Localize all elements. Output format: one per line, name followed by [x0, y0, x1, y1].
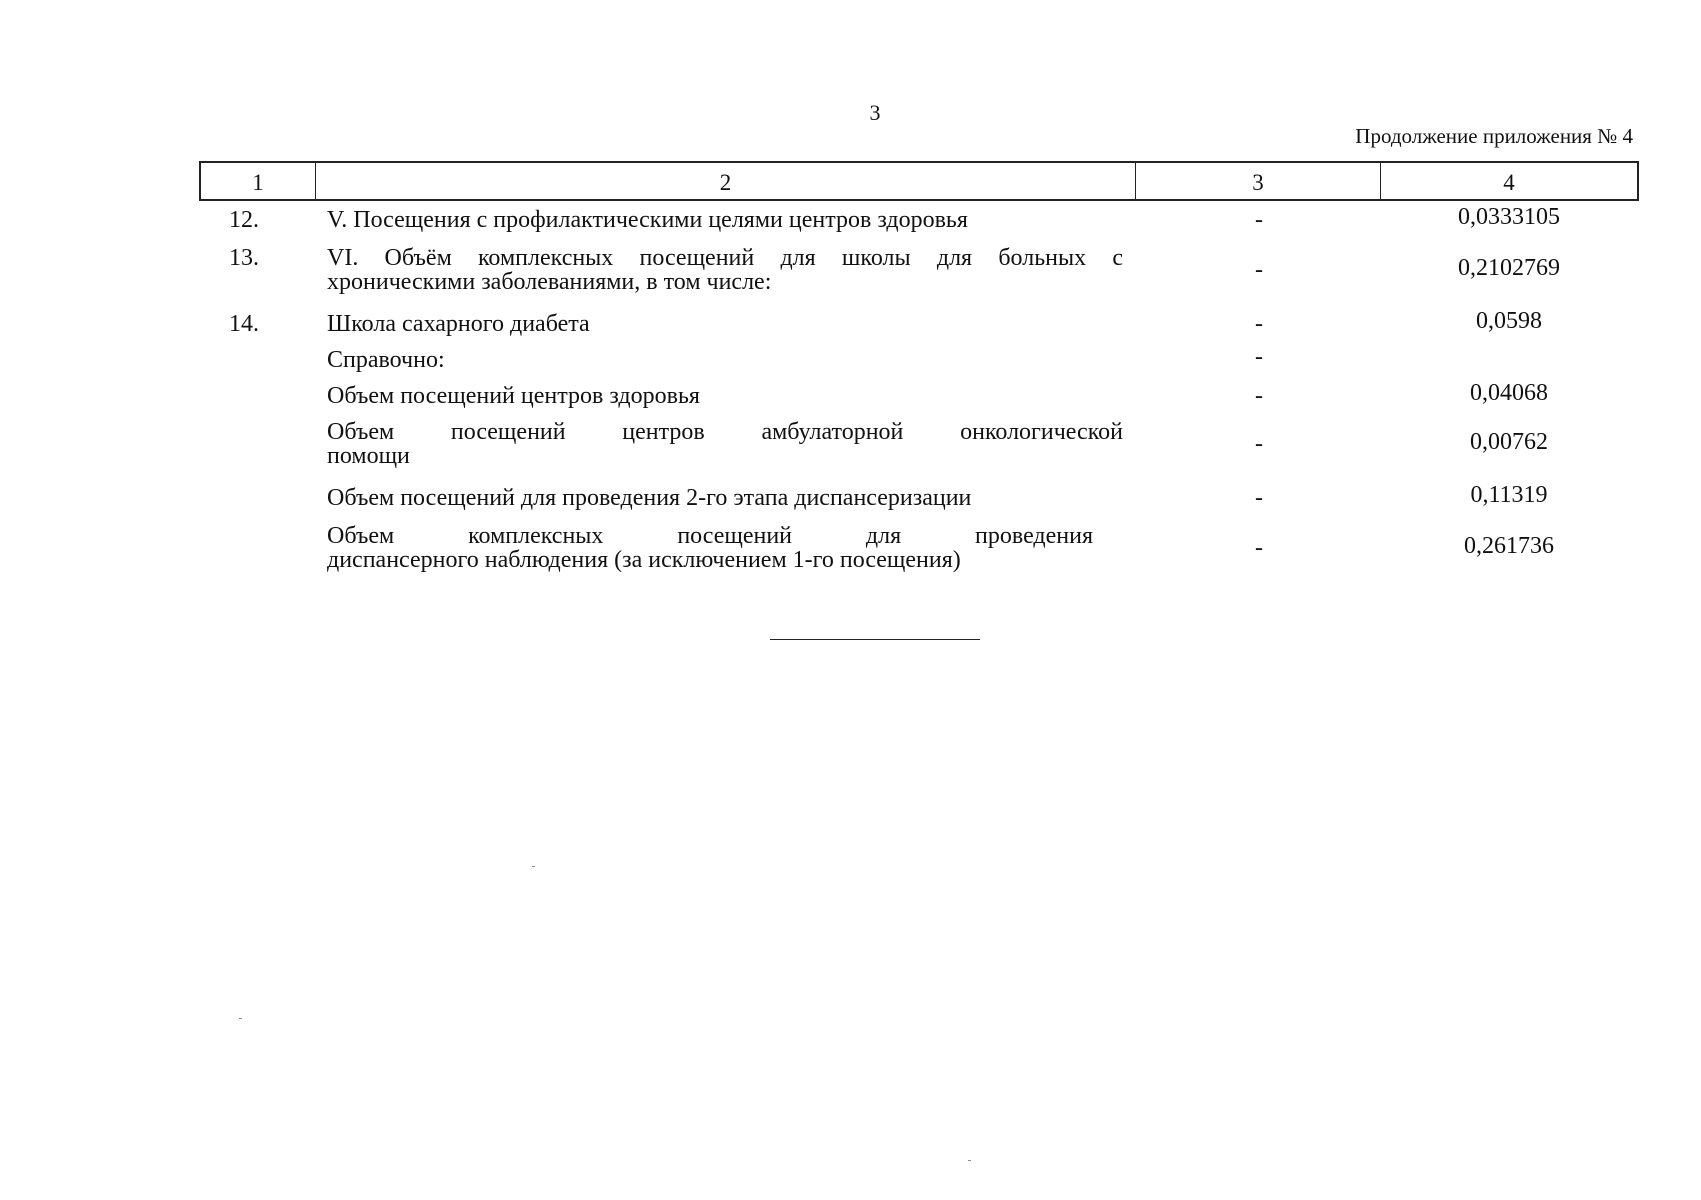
row-name-line: VI. Объём комплексных посещений для школы для больных с — [327, 245, 1123, 271]
row-name-line: Объем комплексных посещений для проведения — [327, 523, 1093, 549]
row-dash: - — [1255, 383, 1263, 409]
row-number: 13. — [229, 245, 259, 271]
scan-speck — [239, 1018, 242, 1019]
header-col-3: 3 — [1136, 163, 1381, 199]
row-name — [327, 312, 1123, 336]
row-name-line: Объем посещений центров амбулаторной онкологической — [327, 419, 1123, 445]
row-dash: - — [1255, 344, 1263, 370]
row-name — [327, 348, 1123, 372]
row-value: 0,0598 — [1476, 308, 1542, 334]
row-dash: - — [1255, 257, 1263, 283]
header-col-4: 4 — [1503, 170, 1515, 195]
row-name-line: диспансерного наблюдения (за исключением 1-го посещения) — [327, 547, 961, 573]
row-number: 12. — [229, 207, 259, 233]
row-name-line: Школа сахарного диабета — [327, 311, 590, 337]
row-dash: - — [1255, 431, 1263, 457]
row-name — [327, 524, 1093, 572]
row-value: 0,04068 — [1470, 380, 1548, 406]
row-dash: - — [1255, 535, 1263, 561]
header-col-2: 2 — [316, 163, 1136, 199]
header-col-1: 1 — [201, 163, 316, 199]
continuation-label: Продолжение приложения № 4 — [1355, 124, 1633, 148]
row-dash: - — [1255, 311, 1263, 337]
scan-speck — [968, 1160, 971, 1161]
row-dash: - — [1255, 485, 1263, 511]
row-name — [327, 384, 1123, 408]
row-name — [327, 486, 1123, 510]
row-name — [327, 420, 1123, 468]
row-value: 0,11319 — [1470, 482, 1548, 508]
page-number: 3 — [869, 100, 881, 125]
row-value: 0,261736 — [1464, 533, 1554, 559]
row-name-line: Справочно: — [327, 347, 445, 373]
end-rule — [770, 639, 980, 640]
row-name-line: хроническими заболеваниями, в том числе: — [327, 269, 772, 295]
row-name-line: V. Посещения с профилактическими целями центров здоровья — [327, 207, 968, 233]
row-value: 0,00762 — [1470, 429, 1548, 455]
scan-speck — [532, 866, 535, 867]
row-name — [327, 208, 1123, 232]
row-value: 0,0333105 — [1458, 204, 1560, 230]
row-dash: - — [1255, 207, 1263, 233]
row-number: 14. — [229, 311, 259, 337]
row-name-line: Объем посещений центров здоровья — [327, 383, 700, 409]
row-name-line: помощи — [327, 443, 410, 469]
table-header — [199, 161, 1639, 201]
row-value: 0,2102769 — [1458, 255, 1560, 281]
row-name — [327, 246, 1123, 294]
row-name-line: Объем посещений для проведения 2-го этапа диспансеризации — [327, 485, 972, 511]
